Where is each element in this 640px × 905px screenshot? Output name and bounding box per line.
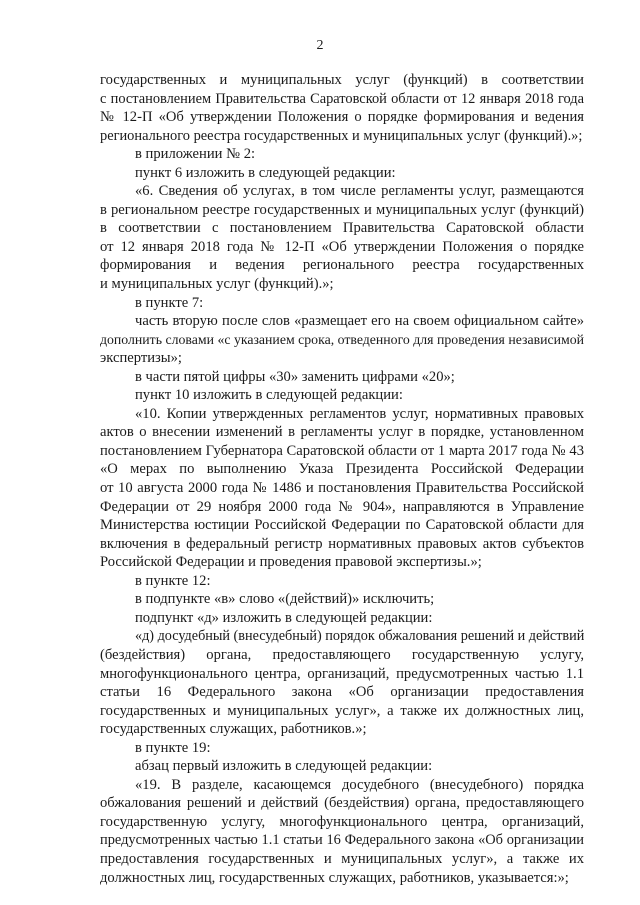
text-line: актов о внесении изменений в регламенты услуг в порядке, установленном (100, 424, 584, 441)
document-body (100, 71, 584, 887)
text-line: № 12-П «Об утверждении Положения о порядке формирования и ведения (100, 109, 584, 126)
text-line: «О мерах по выполнению Указа Президента Российской Федерации (100, 461, 584, 478)
text-line: часть вторую после слов «размещает его на своем официальном сайте» (135, 313, 584, 330)
text-line: предусмотренных частью 1.1 статьи 16 Федерального закона «Об организации (100, 832, 584, 849)
text-line: государственную услугу, многофункционального центра, организаций, (100, 813, 584, 830)
text-line: предоставления государственных и муниципальных услуг», а также их (100, 850, 584, 867)
text-line: в пункте 19: (135, 739, 211, 756)
text-line: дополнить словами «с указанием срока, отведенного для проведения независимой (100, 331, 584, 347)
text-line: «д) досудебный (внесудебный) порядок обжалования решений и действий (135, 628, 584, 645)
text-line: «19. В разделе, касающемся досудебного (внесудебного) порядка (135, 776, 584, 793)
text-line: обжалования решений и действий (бездействия) органа, предоставляющего (100, 795, 584, 812)
text-line: Федерации от 29 ноября 2000 года № 904», направляются в Управление (100, 498, 584, 515)
text-line: государственных служащих, работников.»; (100, 721, 367, 738)
text-line: абзац первый изложить в следующей редакции: (135, 758, 433, 775)
page-number: 2 (316, 38, 324, 53)
text-line: статьи 16 Федерального закона «Об организации предоставления (100, 684, 584, 701)
text-line: пункт 10 изложить в следующей редакции: (135, 387, 403, 404)
text-line: регионального реестра государственных и муниципальных услуг (функций).»; (100, 127, 583, 144)
text-line: в пункте 7: (135, 294, 204, 311)
text-line: экспертизы»; (100, 350, 182, 367)
text-line: в части пятой цифры «30» заменить цифрами «20»; (135, 368, 455, 385)
text-line: в соответствии с постановлением Правительства Саратовской области (100, 220, 584, 237)
text-line: Министерства юстиции Российской Федерации по Саратовской области для (100, 517, 584, 534)
text-line: в приложении № 2: (135, 146, 256, 163)
text-line: «6. Сведения об услугах, в том числе регламенты услуг, размещаются (135, 183, 584, 200)
text-line: и муниципальных услуг (функций).»; (100, 276, 334, 293)
text-line: пункт 6 изложить в следующей редакции: (135, 164, 396, 181)
text-line: государственных и муниципальных услуг (функций) в соответствии (100, 72, 584, 88)
text-line: «10. Копии утвержденных регламентов услуг, нормативных правовых (135, 405, 584, 422)
text-line: от 10 августа 2000 года № 1486 и постановления Правительства Российской (100, 480, 584, 497)
text-line: от 12 января 2018 года № 12-П «Об утверждении Положения о порядке (100, 238, 584, 255)
text-line: (бездействия) органа, предоставляющего государственную услугу, (100, 646, 584, 663)
text-line: в региональном реестре государственных и муниципальных услуг (функций) (100, 201, 584, 218)
text-line: постановлением Губернатора Саратовской области от 1 марта 2017 года № 43 (100, 442, 584, 459)
text-line: подпункт «д» изложить в следующей редакции: (135, 609, 433, 626)
text-line: государственных и муниципальных услуг», а также их должностных лиц, (100, 702, 584, 719)
text-line: формирования и ведения регионального реестра государственных (100, 257, 584, 274)
text-line: должностных лиц, государственных служащих, работников, указывается:»; (100, 869, 569, 886)
text-line: в пункте 12: (135, 572, 211, 589)
text-line: включения в федеральный регистр нормативных правовых актов субъектов (100, 535, 584, 552)
text-line: с постановлением Правительства Саратовской области от 12 января 2018 года (100, 90, 584, 107)
text-line: в подпункте «в» слово «(действий)» исключить; (135, 591, 435, 608)
text-line: многофункционального центра, организаций, предусмотренных частью 1.1 (100, 665, 584, 682)
text-line: Российской Федерации и проведения правовой экспертизы.»; (100, 554, 482, 571)
